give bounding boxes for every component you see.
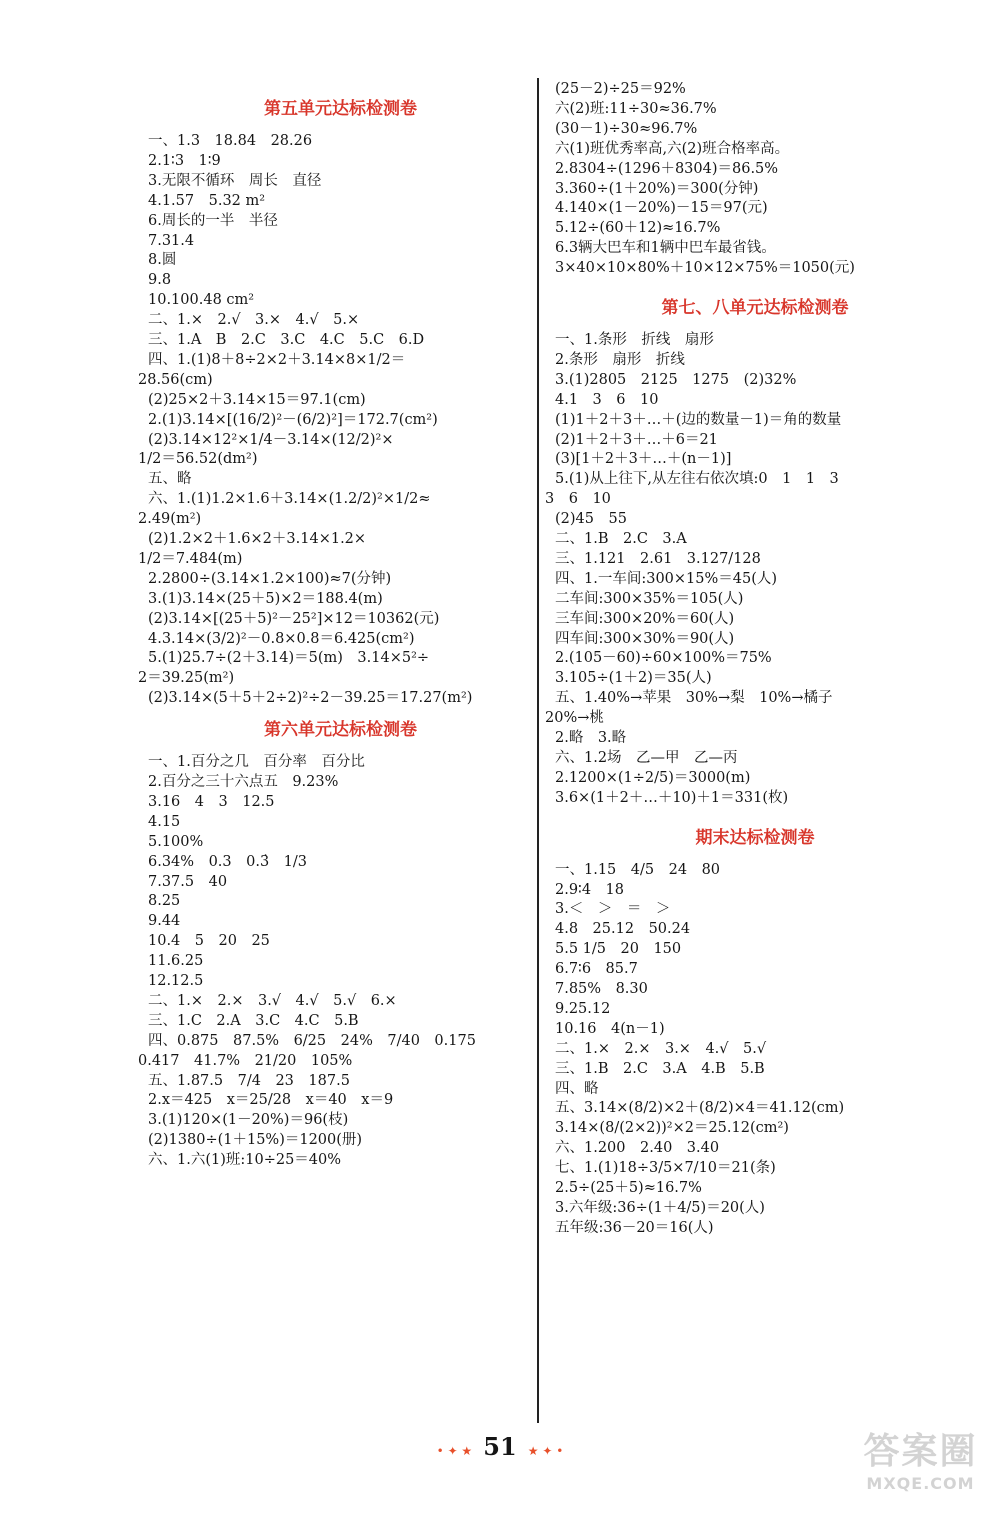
answer-line: 2.条形 扇形 折线 [555, 351, 685, 368]
answer-line: 6.3辆大巴车和1辆中巴车最省钱。 [555, 240, 776, 257]
answer-line: 二、1.B 2.C 3.A [555, 531, 687, 547]
answer-line: 10.16 4(n－1) [555, 1020, 665, 1037]
answer-line: 3.16 4 3 12.5 [148, 793, 275, 810]
answer-line: 二车间:300×35%＝105(人) [555, 590, 744, 607]
section-title: 第六单元达标检测卷 [264, 720, 417, 741]
answer-line: (2)3.14×(5＋5＋2÷2)²÷2－39.25＝17.27(m²) [148, 690, 473, 707]
answer-line: 10.100.48 cm² [148, 292, 255, 309]
answer-line: 3.无限不循环 周长 直径 [148, 172, 322, 189]
answer-line: (30－1)÷30≈96.7% [555, 120, 698, 137]
answer-line: 五、略 [148, 471, 192, 488]
answer-line: 6.周长的一半 半径 [148, 212, 278, 229]
answer-line: (25－2)÷25＝92% [555, 81, 686, 97]
answer-line: 2.2800÷(3.14×1.2×100)≈7(分钟) [148, 570, 392, 587]
answer-line: 7.37.5 40 [148, 873, 228, 890]
answer-line: 一、1.15 4/5 24 80 [555, 861, 721, 878]
answer-line: 4.1 3 6 10 [555, 391, 659, 408]
answer-line: 六、1.200 2.40 3.40 [555, 1140, 720, 1157]
answer-line: 3.六年级:36÷(1＋4/5)＝20(人) [555, 1199, 765, 1216]
answer-line: 5.100% [148, 833, 204, 850]
answer-line: 六、1.六(1)班:10÷25＝40% [148, 1152, 342, 1169]
answer-line: 六(1)班优秀率高,六(2)班合格率高。 [555, 140, 790, 157]
answer-line: 七、1.(1)18÷3/5×7/10＝21(条) [555, 1160, 776, 1177]
answer-line: (2)1.2×2＋1.6×2＋3.14×1.2× [148, 531, 367, 547]
answer-line: 4.3.14×(3/2)²－0.8×0.8＝6.425(cm²) [148, 630, 415, 647]
answer-line: 8.25 [148, 893, 181, 910]
section-title: 期末达标检测卷 [695, 827, 815, 848]
answer-line: (2)25×2＋3.14×15＝97.1(cm) [148, 391, 366, 408]
answer-line: 2.1200×(1÷2/5)＝3000(m) [555, 769, 751, 786]
answer-line: 9.25.12 [555, 1000, 611, 1017]
answer-line: 7.31.4 [148, 232, 195, 249]
answer-line: 3.14×(8/(2×2))²×2＝25.12(cm²) [555, 1120, 789, 1137]
answer-line: 11.6.25 [148, 953, 204, 970]
answer-line: 8.圆 [148, 252, 177, 269]
star-decoration-right-icon: ★ ✦ • [527, 1443, 564, 1458]
page-number: 51 [483, 1432, 517, 1461]
answer-line: 六、1.2场 乙—甲 乙—丙 [555, 749, 738, 766]
answer-line: 7.85% 8.30 [555, 981, 648, 997]
answer-line: 2.1∶3 1∶9 [148, 152, 221, 169]
answer-line: 3.(1)120×(1－20%)＝96(枝) [148, 1112, 349, 1129]
column-divider [537, 78, 539, 1423]
answer-line: 20%→桃 [545, 710, 604, 727]
answer-line: 六、1.(1)1.2×1.6＋3.14×(1.2/2)²×1/2≈ [148, 491, 431, 508]
answer-line: 1/2＝56.52(dm²) [138, 451, 258, 468]
answer-line: 5.5 1/5 20 150 [555, 941, 682, 958]
answer-line: 3.(1)3.14×(25＋5)×2＝188.4(m) [148, 590, 383, 607]
answer-line: 9.44 [148, 913, 181, 930]
answer-line: 4.1.57 5.32 m² [148, 192, 266, 209]
answer-line: 2.(1)3.14×[(16/2)²－(6/2)²]＝172.7(cm²) [148, 411, 438, 428]
answer-line: 3.105÷(1＋2)＝35(人) [555, 670, 712, 687]
answer-line: 六(2)班:11÷30≈36.7% [555, 100, 717, 117]
answer-line: 四、1.(1)8＋8÷2×2＋3.14×8×1/2＝ [148, 351, 406, 368]
answer-line: 四、0.875 87.5% 6/25 24% 7/40 0.175 [148, 1032, 476, 1049]
answer-line: 五、1.40%→苹果 30%→梨 10%→橘子 [555, 690, 833, 707]
answer-line: 3 6 10 [545, 491, 611, 508]
answer-line: 四、略 [555, 1080, 599, 1097]
answer-line: 4.15 [148, 813, 181, 830]
answer-line: 2.(105－60)÷60×100%＝75% [555, 650, 772, 667]
answer-line: 10.4 5 20 25 [148, 933, 270, 950]
answer-line: (2)3.14×[(25＋5)²－25²]×12＝10362(元) [148, 610, 440, 627]
answer-line: (1)1＋2＋3＋…＋(边的数量－1)＝角的数量 [555, 411, 842, 428]
answer-line: 三车间:300×20%＝60(人) [555, 610, 735, 627]
answer-line: 4.8 25.12 50.24 [555, 921, 691, 938]
answer-line: 一、1.3 18.84 28.26 [148, 133, 313, 149]
answer-line: 9.8 [148, 272, 172, 289]
answer-line: 2.x＝425 x＝25/28 x＝40 x＝9 [148, 1092, 394, 1109]
answer-line: (2)1380÷(1＋15%)＝1200(册) [148, 1132, 363, 1149]
answer-line: 2.9∶4 18 [555, 881, 625, 898]
answer-line: 一、1.百分之几 百分率 百分比 [148, 754, 365, 771]
answer-line: 5.12÷(60＋12)≈16.7% [555, 220, 721, 237]
answer-line: 一、1.条形 折线 扇形 [555, 332, 714, 348]
answer-line: 2.略 3.略 [555, 730, 627, 746]
answer-line: 三、1.B 2.C 3.A 4.B 5.B [555, 1060, 765, 1077]
answer-line: 三、1.A B 2.C 3.C 4.C 5.C 6.D [148, 332, 425, 348]
watermark-url: MXQE.COM [866, 1474, 975, 1493]
answer-line: 3.6×(1＋2＋…＋10)＋1＝331(枚) [555, 789, 789, 806]
answer-line: 二、1.× 2.× 3.√ 4.√ 5.√ 6.× [148, 992, 397, 1009]
answer-line: (2)45 55 [555, 511, 627, 528]
answer-line: 5.(1)从上往下,从左往右依次填:0 1 1 3 [555, 471, 839, 488]
answer-line: 2.49(m²) [138, 511, 202, 528]
answer-line: 2＝39.25(m²) [138, 670, 235, 687]
answer-line: 4.140×(1－20%)－15＝97(元) [555, 200, 768, 217]
answer-line: 6.7∶6 85.7 [555, 961, 638, 978]
answer-line: 五、1.87.5 7/4 23 187.5 [148, 1072, 350, 1089]
answer-line: 5.(1)25.7÷(2＋3.14)＝5(m) 3.14×5²÷ [148, 650, 430, 667]
answer-line: 二、1.× 2.√ 3.× 4.√ 5.× [148, 312, 360, 329]
answer-line: 三、1.C 2.A 3.C 4.C 5.B [148, 1012, 359, 1029]
answer-line: 28.56(cm) [138, 371, 213, 388]
answer-line: 二、1.× 2.× 3.× 4.√ 5.√ [555, 1040, 767, 1057]
watermark-logo: 答案圈 [863, 1431, 978, 1472]
answer-line: 6.34% 0.3 0.3̇ 1/3 [148, 853, 308, 870]
answer-line: 3.＜ ＞ ＝ ＞ [555, 901, 671, 918]
answer-line: 3.(1)2805 2125 1275 (2)32% [555, 371, 797, 388]
answer-line: 三、1.121 2.61 3.127/128 [555, 550, 761, 567]
answer-line: 12.12.5 [148, 973, 204, 989]
answer-line: (2)3.14×12²×1/4－3.14×(12/2)²× [148, 431, 394, 448]
answer-line: 1/2＝7.484(m) [138, 550, 243, 567]
answer-line: 0.417 41.7% 21/20 105% [138, 1052, 353, 1069]
watermark [848, 1430, 993, 1510]
section-title: 第五单元达标检测卷 [264, 99, 417, 119]
answer-line: (2)1＋2＋3＋…＋6＝21 [555, 431, 718, 448]
answer-line: 3.360÷(1＋20%)＝300(分钟) [555, 180, 759, 197]
answer-line: 2.8304÷(1296＋8304)＝86.5% [555, 160, 779, 177]
answer-line: 五、3.14×(8/2)×2＋(8/2)×4＝41.12(cm) [555, 1100, 845, 1117]
answer-line: 2.5÷(25＋5)≈16.7% [555, 1180, 702, 1196]
answer-line: 四车间:300×30%＝90(人) [555, 630, 735, 647]
answer-line: 2.百分之三十六点五 9.23% [148, 774, 339, 790]
answer-line: (3)[1＋2＋3＋…＋(n－1)] [555, 451, 732, 468]
star-decoration-left-icon: • ✦ ★ [436, 1443, 473, 1458]
section-title: 第七、八单元达标检测卷 [661, 298, 849, 318]
answer-line: 五年级:36－20＝16(人) [555, 1219, 714, 1236]
answer-line: 四、1.一车间:300×15%＝45(人) [555, 570, 778, 587]
answer-line: 3×40×10×80%＋10×12×75%＝1050(元) [555, 260, 855, 277]
